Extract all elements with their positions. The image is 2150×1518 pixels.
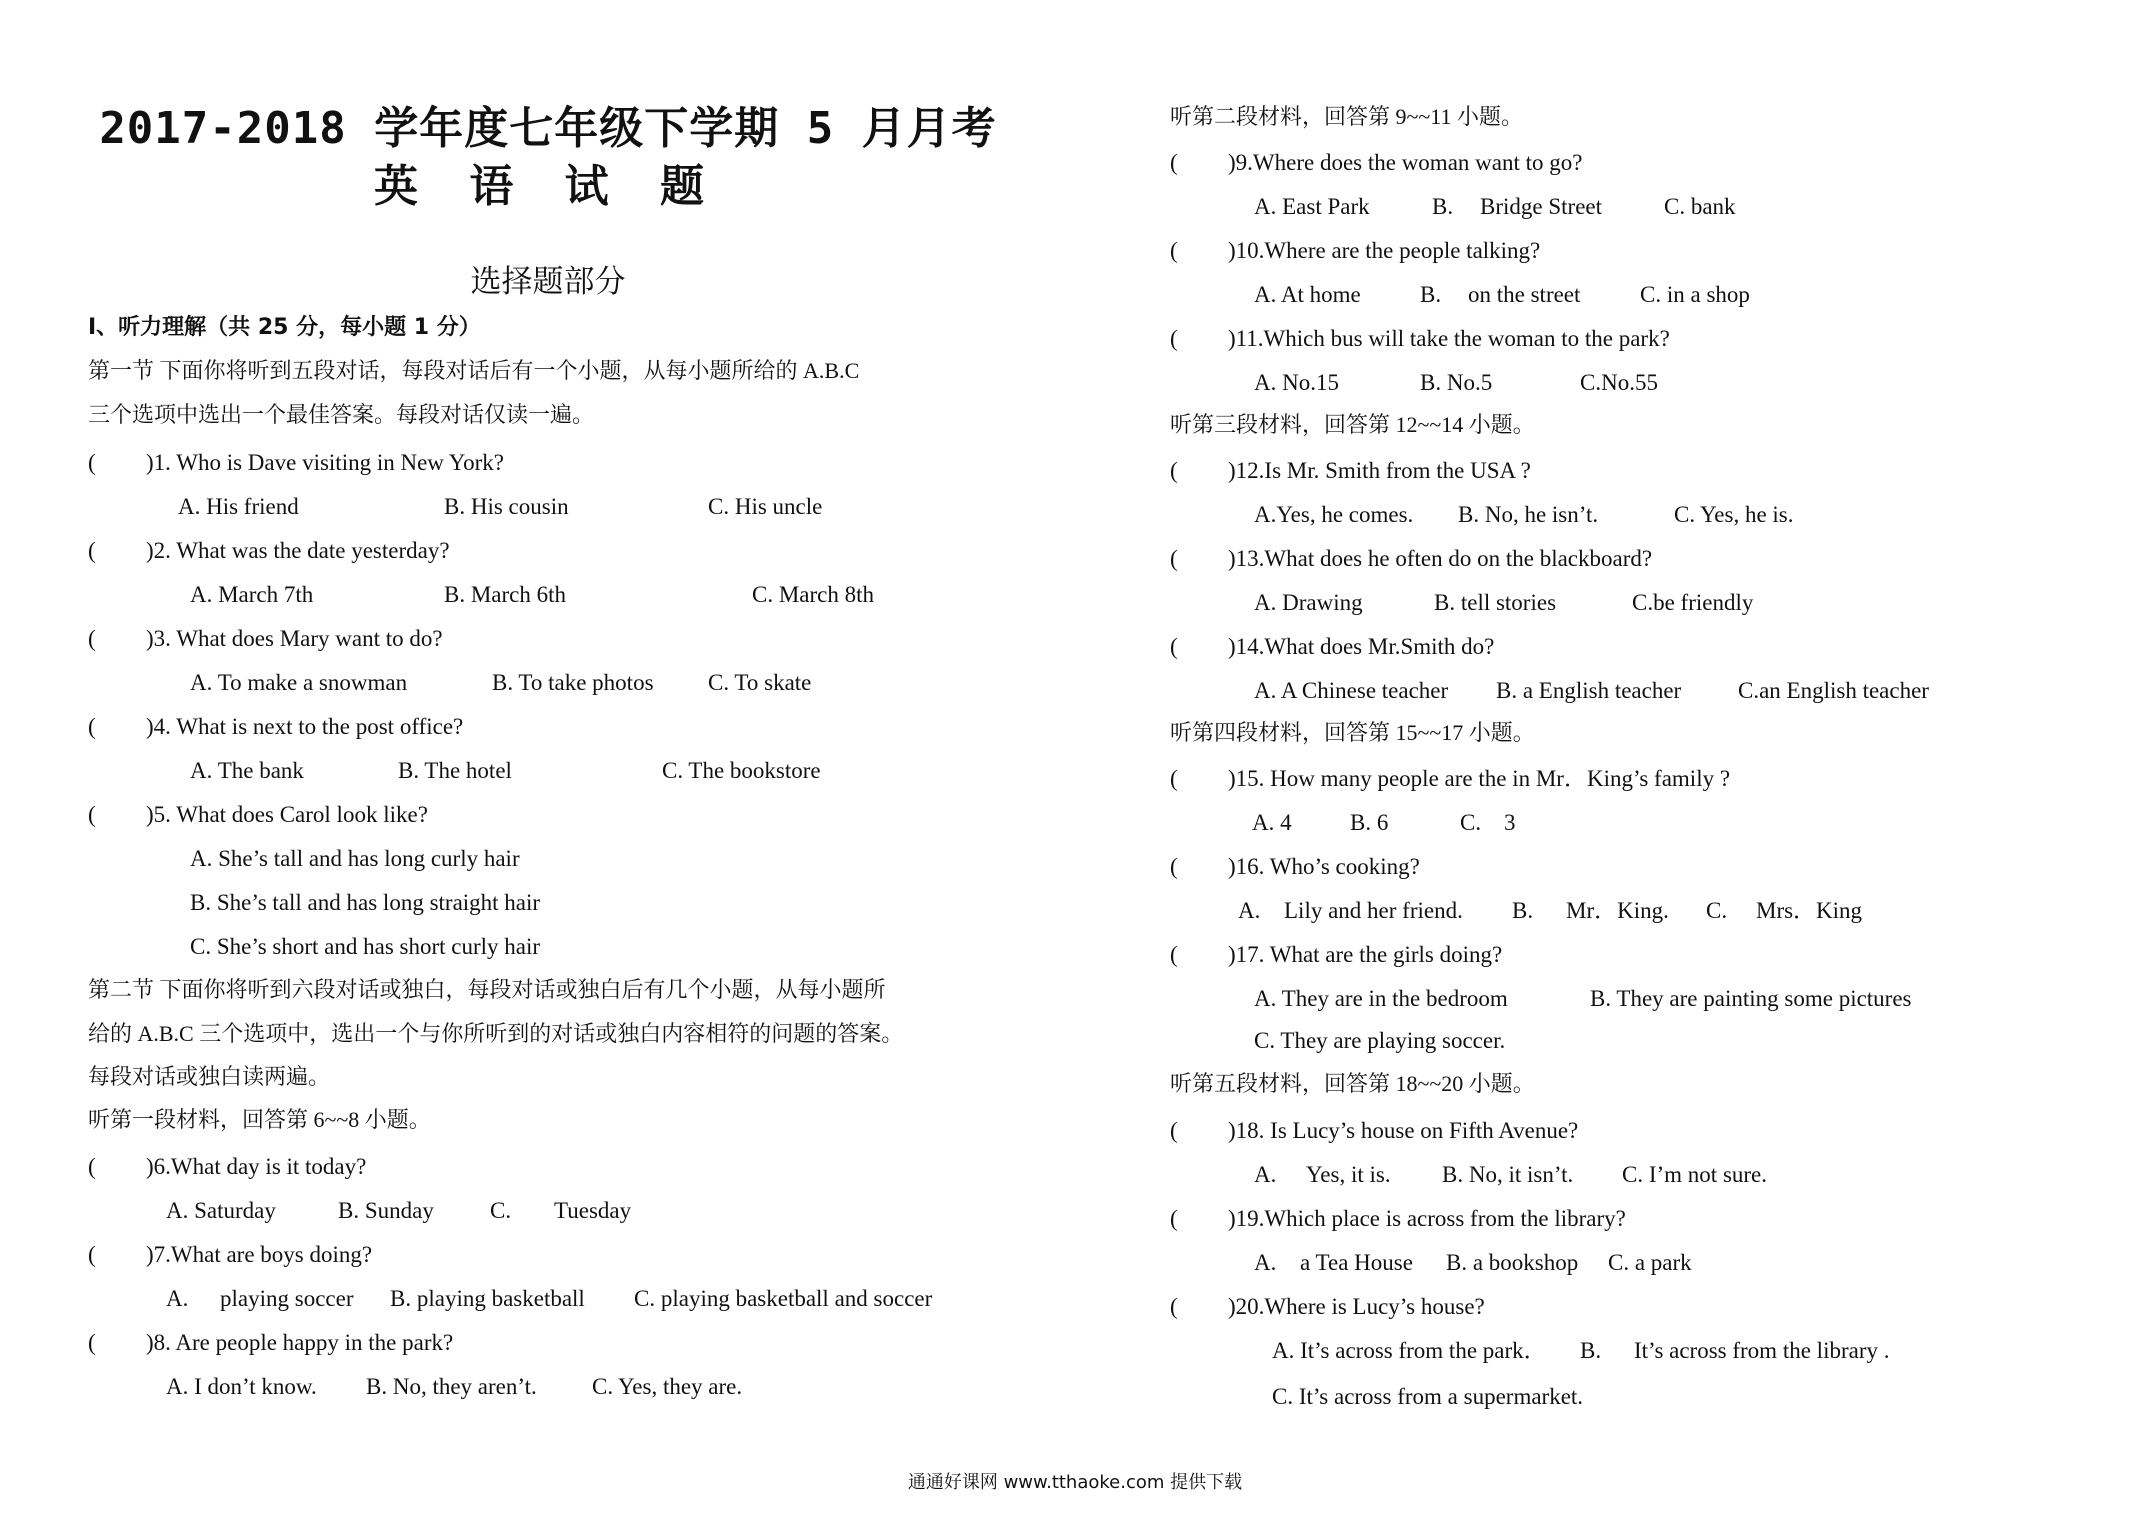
option: B. <box>1512 898 1534 923</box>
option: B. <box>1580 1338 1602 1363</box>
option: It’s across from the library . <box>1634 1338 1890 1363</box>
option: A. They are in the bedroom <box>1254 986 1508 1011</box>
section1-intro-line1: 第一节 下面你将听到五段对话，每段对话后有一个小题，从每小题所给的 A.B.C <box>88 358 860 383</box>
option: C. playing basketball and soccer <box>634 1286 933 1311</box>
option: A. March 7th <box>190 582 314 607</box>
option: C.be friendly <box>1632 590 1754 615</box>
exam-title: 2017-2018 学年度七年级下学期 5 月月考 <box>99 103 997 154</box>
option: B. The hotel <box>398 758 512 783</box>
option: A.Yes, he comes. <box>1254 502 1414 527</box>
section1-intro-line2: 三个选项中选出一个最佳答案。每段对话仅读一遍。 <box>88 402 595 427</box>
option: B. playing basketball <box>390 1286 585 1311</box>
option: C. It’s across from a supermarket. <box>1272 1384 1584 1409</box>
section2-intro-line2: 给的 A.B.C 三个选项中，选出一个与你所听到的对话或独白内容相符的问题的答案。 <box>88 1021 904 1046</box>
option: A. <box>1238 898 1261 923</box>
option: C. The bookstore <box>662 758 821 783</box>
option: A. 4 <box>1252 810 1292 835</box>
question-11: ( )11.Which bus will take the woman to the park? <box>1170 326 1670 351</box>
material-header-4: 听第四段材料，回答第 15~~17 小题。 <box>1170 720 1535 745</box>
part-title: 选择题部分 <box>470 264 626 300</box>
option: A. <box>1254 1162 1277 1187</box>
question-15: ( )15. How many people are the in Mr．King’s family ? <box>1170 766 1731 791</box>
question-1: ( )1. Who is Dave visiting in New York? <box>88 450 504 475</box>
option: B. a bookshop <box>1446 1250 1579 1275</box>
option: A. I don’t know. <box>166 1374 317 1399</box>
question-16: ( )16. Who’s cooking? <box>1170 854 1420 879</box>
section2-intro-line1: 第二节 下面你将听到六段对话或独白，每段对话或独白后有几个小题，从每小题所 <box>88 977 886 1002</box>
option: A. At home <box>1254 282 1361 307</box>
option: A. His friend <box>178 494 299 519</box>
question-4: ( )4. What is next to the post office? <box>88 714 464 739</box>
option: C. They are playing soccer. <box>1254 1028 1506 1053</box>
option: A. To make a snowman <box>190 670 408 695</box>
option: A. Drawing <box>1254 590 1363 615</box>
option: B. <box>1420 282 1442 307</box>
option: Yes, it is. <box>1306 1162 1391 1187</box>
question-5: ( )5. What does Carol look like? <box>88 802 428 827</box>
option: A. A Chinese teacher <box>1254 678 1449 703</box>
option: C. bank <box>1664 194 1736 219</box>
question-2: ( )2. What was the date yesterday? <box>88 538 450 563</box>
option: C. Yes, they are. <box>592 1374 743 1399</box>
option: A. <box>1254 1250 1277 1275</box>
option: C. His uncle <box>708 494 823 519</box>
question-19: ( )19.Which place is across from the library? <box>1170 1206 1626 1231</box>
option: C. She’s short and has short curly hair <box>190 934 541 959</box>
option: B. <box>1432 194 1454 219</box>
question-10: ( )10.Where are the people talking? <box>1170 238 1541 263</box>
material-header-2: 听第二段材料，回答第 9~~11 小题。 <box>1170 104 1523 129</box>
question-18: ( )18. Is Lucy’s house on Fifth Avenue? <box>1170 1118 1579 1143</box>
option: 3 <box>1504 810 1516 835</box>
option: B. No.5 <box>1420 370 1493 395</box>
question-7: ( )7.What are boys doing? <box>88 1242 373 1267</box>
option: B. No, they aren’t. <box>366 1374 537 1399</box>
option: C. To skate <box>708 670 812 695</box>
option: a Tea House <box>1300 1250 1413 1275</box>
question-20: ( )20.Where is Lucy’s house? <box>1170 1294 1485 1319</box>
footer-watermark: 通通好课网 www.tthaoke.com 提供下载 <box>907 1472 1243 1493</box>
option: B. His cousin <box>444 494 569 519</box>
option: B. tell stories <box>1434 590 1557 615</box>
material-header-5: 听第五段材料，回答第 18~~20 小题。 <box>1170 1071 1535 1096</box>
option: A. East Park <box>1254 194 1370 219</box>
question-9: ( )9.Where does the woman want to go? <box>1170 150 1583 175</box>
option: C. March 8th <box>752 582 875 607</box>
option: B. 6 <box>1350 810 1389 835</box>
option: B. They are painting some pictures <box>1590 986 1912 1011</box>
option: Lily and her friend. <box>1284 898 1463 923</box>
option: Mrs．King <box>1756 898 1863 923</box>
option: Bridge Street <box>1480 194 1602 219</box>
option: B. a English teacher <box>1496 678 1682 703</box>
option: A. <box>166 1286 189 1311</box>
option: C. I’m not sure. <box>1622 1162 1768 1187</box>
option: B. March 6th <box>444 582 567 607</box>
question-14: ( )14.What does Mr.Smith do? <box>1170 634 1495 659</box>
section-heading: I、听力理解（共 25 分，每小题 1 分） <box>88 315 481 340</box>
question-12: ( )12.Is Mr. Smith from the USA ? <box>1170 458 1531 483</box>
option: A. The bank <box>190 758 304 783</box>
material-header-3: 听第三段材料，回答第 12~~14 小题。 <box>1170 412 1535 437</box>
question-8: ( )8. Are people happy in the park? <box>88 1330 454 1355</box>
option: playing soccer <box>220 1286 354 1311</box>
option: B. Sunday <box>338 1198 434 1223</box>
option: B. No, he isn’t. <box>1458 502 1599 527</box>
option: C. <box>490 1198 512 1223</box>
material-header-1: 听第一段材料，回答第 6~~8 小题。 <box>88 1107 431 1132</box>
option: C.an English teacher <box>1738 678 1929 703</box>
question-6: ( )6.What day is it today? <box>88 1154 367 1179</box>
option: on the street <box>1468 282 1581 307</box>
option: C. Yes, he is. <box>1674 502 1794 527</box>
question-17: ( )17. What are the girls doing? <box>1170 942 1503 967</box>
option: Mr．King. <box>1566 898 1669 923</box>
question-3: ( )3. What does Mary want to do? <box>88 626 443 651</box>
option: A. Saturday <box>166 1198 276 1223</box>
option: A. She’s tall and has long curly hair <box>190 846 520 871</box>
option: C. <box>1706 898 1728 923</box>
option: C. <box>1460 810 1482 835</box>
option: B. She’s tall and has long straight hair <box>190 890 541 915</box>
section2-intro-line3: 每段对话或独白读两遍。 <box>88 1064 331 1089</box>
option: C.No.55 <box>1580 370 1658 395</box>
option: C. a park <box>1608 1250 1692 1275</box>
option: A. No.15 <box>1254 370 1339 395</box>
option: B. To take photos <box>492 670 654 695</box>
option: C. in a shop <box>1640 282 1750 307</box>
exam-subject: 英 语 试 题 <box>374 161 722 212</box>
option: A. It’s across from the park． <box>1272 1338 1547 1363</box>
question-13: ( )13.What does he often do on the blackboard? <box>1170 546 1653 571</box>
option: B. No, it isn’t. <box>1442 1162 1574 1187</box>
option: Tuesday <box>554 1198 632 1223</box>
